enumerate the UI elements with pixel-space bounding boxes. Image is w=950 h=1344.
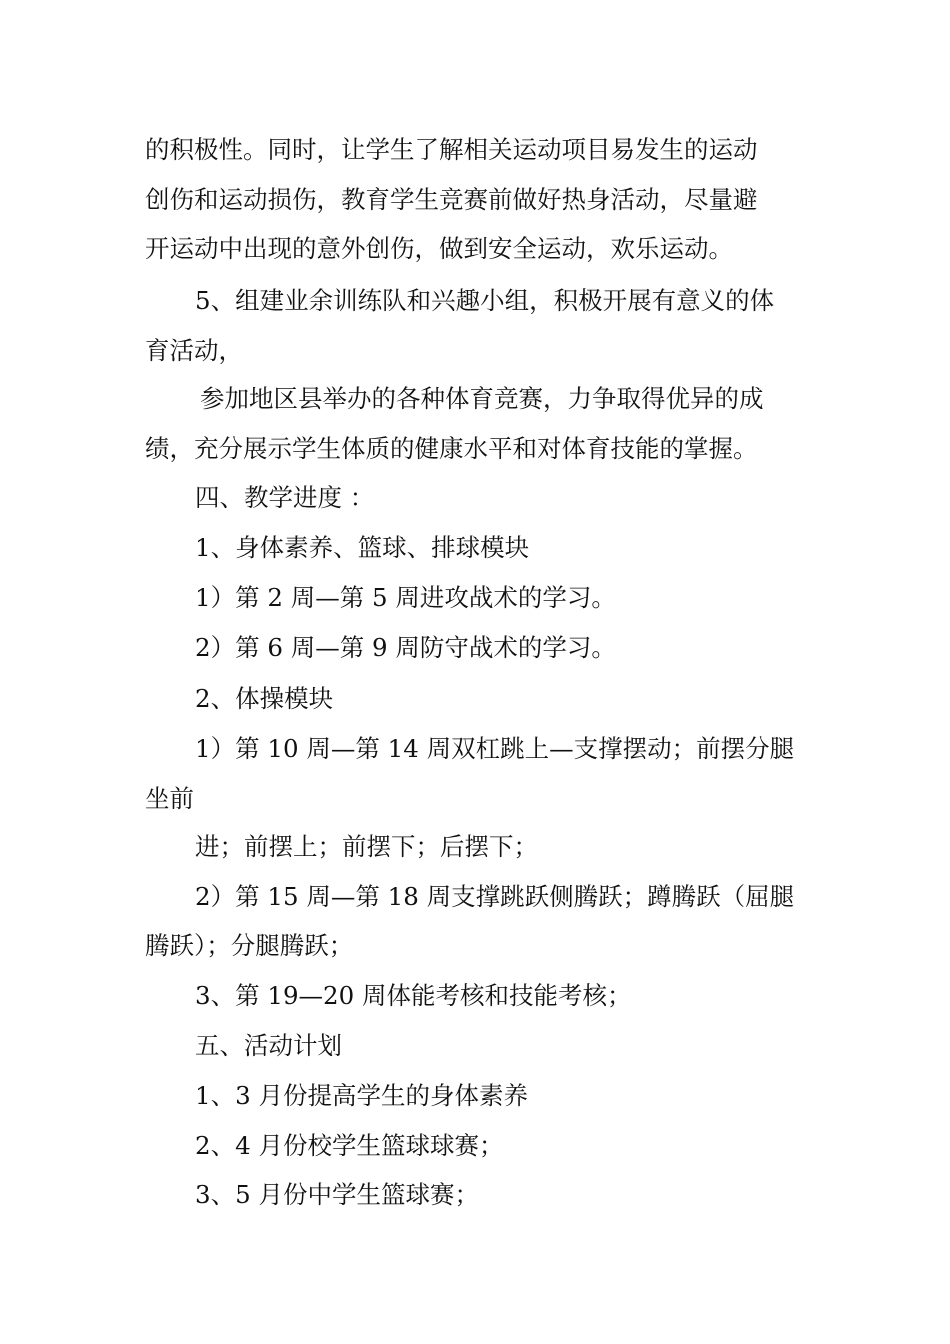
text-line: 1、身体素养、篮球、排球模块 xyxy=(195,533,530,562)
section-heading: 五、活动计划 xyxy=(195,1031,342,1060)
text-line: 2、体操模块 xyxy=(195,684,334,713)
text-line: 腾跃）；分腿腾跃； xyxy=(145,931,354,960)
text-line: 育活动， xyxy=(145,336,243,365)
text-line: 绩，充分展示学生体质的健康水平和对体育技能的掌握。 xyxy=(145,434,758,463)
text-line: 2）第 6 周—第 9 周防守战术的学习。 xyxy=(195,633,616,662)
text-line: 3、第 19—20 周体能考核和技能考核； xyxy=(195,981,632,1010)
text-line: 创伤和运动损伤，教育学生竞赛前做好热身活动，尽量避 xyxy=(145,185,758,214)
text-line: 参加地区县举办的各种体育竞赛，力争取得优异的成 xyxy=(200,384,764,413)
text-line: 进；前摆上；前摆下；后摆下； xyxy=(195,832,538,861)
text-line: 开运动中出现的意外创伤，做到安全运动，欢乐运动。 xyxy=(145,234,733,263)
text-line: 2、4 月份校学生篮球球赛； xyxy=(195,1131,504,1160)
text-line: 5、组建业余训练队和兴趣小组，积极开展有意义的体 xyxy=(195,286,775,315)
text-line: 1）第 2 周—第 5 周进攻战术的学习。 xyxy=(195,583,616,612)
text-line: 3、5 月份中学生篮球赛； xyxy=(195,1180,479,1209)
text-line: 的积极性。同时，让学生了解相关运动项目易发生的运动 xyxy=(145,135,758,164)
text-line: 2）第 15 周—第 18 周支撑跳跃侧腾跃；蹲腾跃（屈腿 xyxy=(195,882,795,911)
text-line: 1）第 10 周—第 14 周双杠跳上—支撑摆动；前摆分腿 xyxy=(195,734,795,763)
text-line: 1、3 月份提高学生的身体素养 xyxy=(195,1081,528,1110)
text-line: 坐前 xyxy=(145,784,194,813)
section-heading: 四、教学进度 ： xyxy=(195,483,375,512)
